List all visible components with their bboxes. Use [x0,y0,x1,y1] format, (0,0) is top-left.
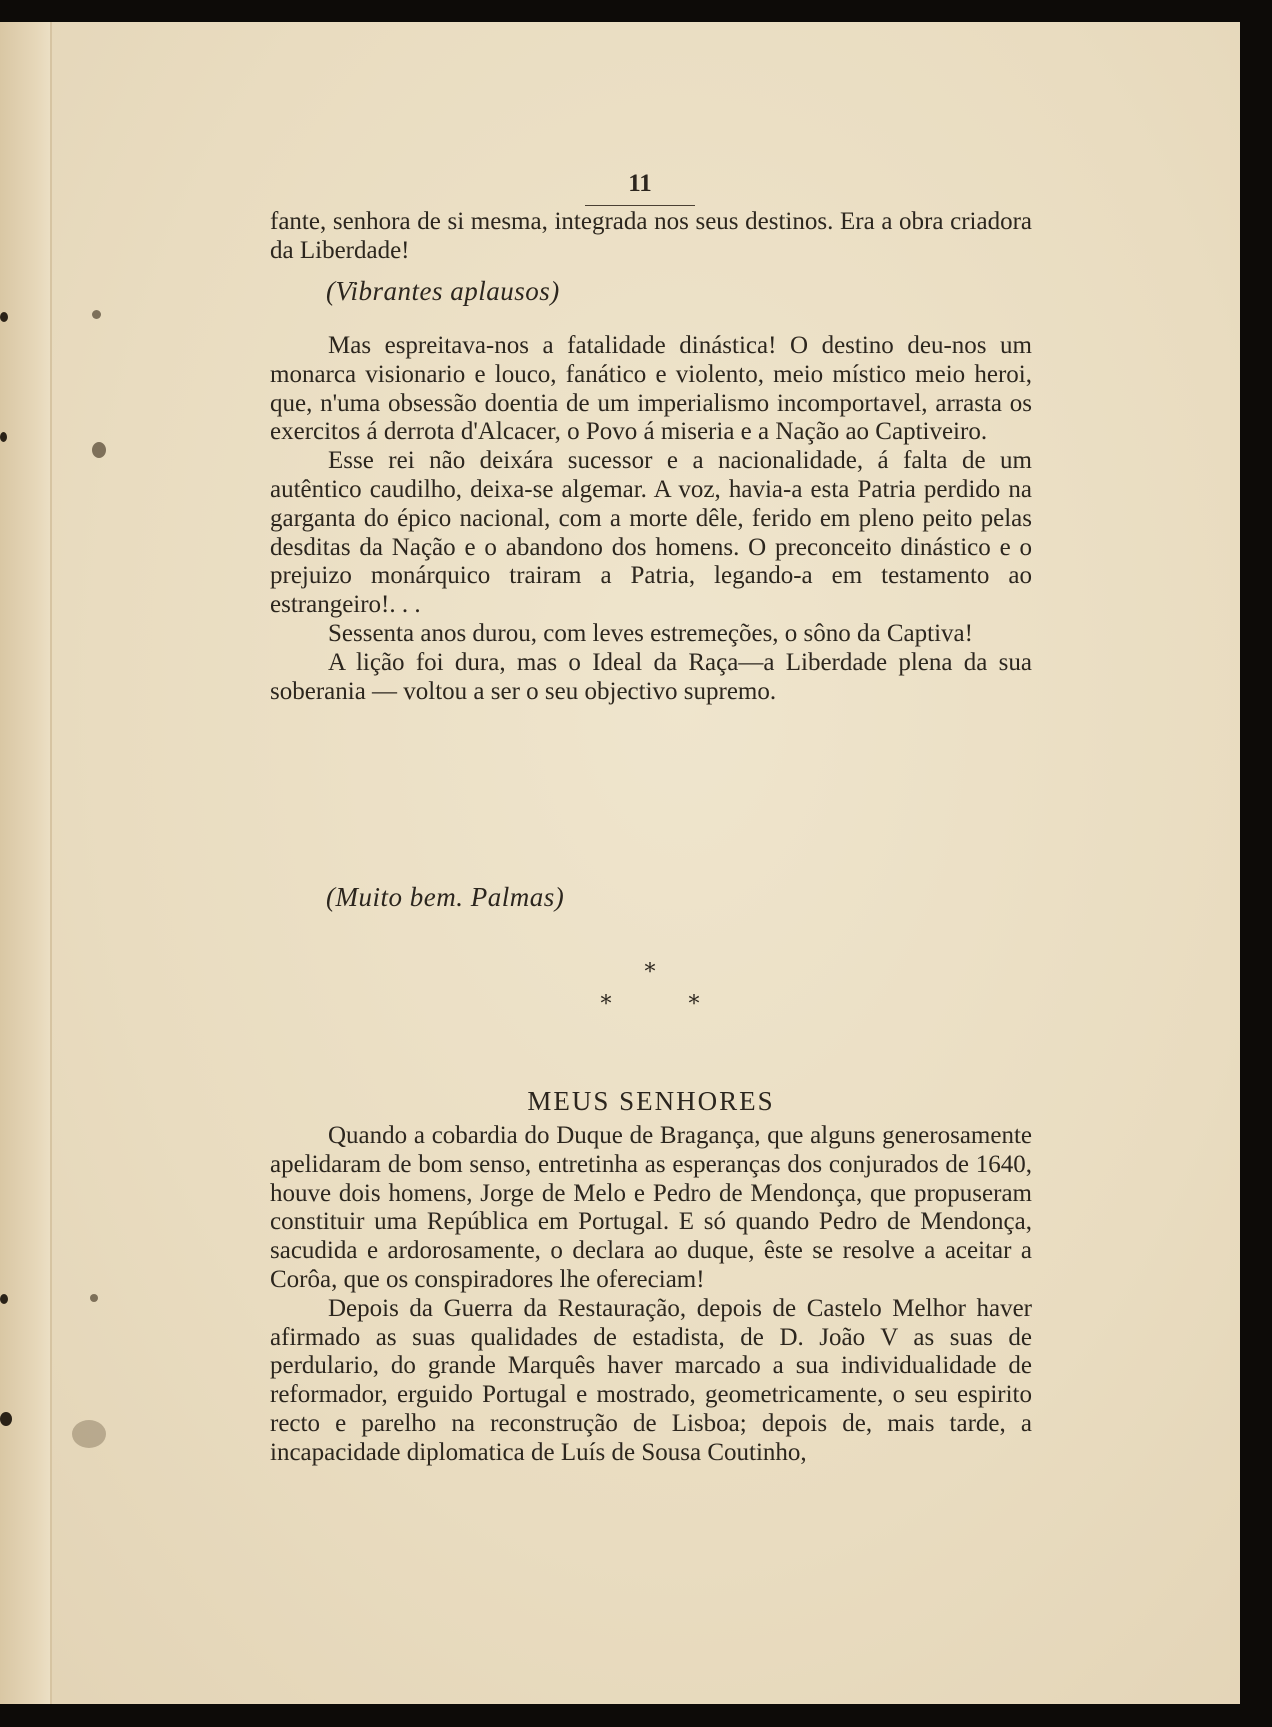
page-number: 11 [628,170,652,197]
binding-hole [0,312,8,322]
separator-asterisk: * [688,992,700,1017]
paragraph: Sessenta anos durou, com leves estremeções, o sôno da Captiva! [328,619,973,647]
separator-asterisk: * [600,992,612,1017]
applause-note: (Muito bem. Palmas) [326,882,565,912]
show-through-mark [72,1420,106,1448]
body-text-section-one [270,332,1032,706]
body-text-section-two [270,1122,1032,1468]
section-heading: MEUS SENHORES [527,1086,775,1116]
binding-edge [50,22,52,1704]
opening-text [270,208,1032,266]
show-through-mark [92,442,106,458]
binding-hole [0,1412,12,1426]
paper-sheet [0,22,1240,1704]
page-number-rule [585,205,695,206]
separator-asterisk: * [644,960,656,985]
paragraph: Esse rei não deixára sucessor e a nacionalidade, á falta de um autêntico caudilho, deixa-se algemar. A voz, havia-a esta Patria perdido na garganta do épico nacional, com a morte dêle, ferido em pleno peito pelas desditas da Nação e o abandono dos homens. O preconceito dinástico e o prejuizo monárquico trairam a Patria, legando-a em testamento ao estrangeiro!. . . [270,447,1032,619]
paragraph: Mas espreitava-nos a fatalidade dinástica! O destino deu-nos um monarca visionario e louco, fanático e violento, meio místico meio heroi, que, n'uma obsessão doentia de um imperialismo incomportavel, arrasta os exercitos á derrota d'Alcacer, o Povo á miseria e a Nação ao Captiveiro. [270,332,1032,446]
paragraph: Depois da Guerra da Restauração, depois de Castelo Melhor haver afirmado as suas qualidades de estadista, de D. João V as suas de perdulario, do grande Marquês haver marcado a sua individualidade de reformador, erguido Portugal e mostrado, geometricamente, o seu espirito recto e parelho na reconstrução de Lisboa; depois de, mais tarde, a incapacidade diplomatica de Luís de Sousa Coutinho, [270,1294,1032,1466]
binding-margin [0,22,52,1704]
show-through-mark [92,310,101,319]
paragraph: A lição foi dura, mas o Ideal da Raça—a Liberdade plena da sua soberania — voltou a ser o seu objectivo supremo. [270,648,1032,705]
show-through-mark [90,1294,98,1302]
opening-paragraph: fante, senhora de si mesma, integrada nos seus destinos. Era a obra criadora da Liberdade! [270,208,1032,264]
applause-note: (Vibrantes aplausos) [326,276,560,306]
binding-hole [0,1294,8,1304]
paragraph: Quando a cobardia do Duque de Bragança, que alguns generosamente apelidaram de bom senso, entretinha as esperanças dos conjurados de 1640, houve dois homens, Jorge de Melo e Pedro de Mendonça, que propuseram constituir uma República em Portugal. E só quando Pedro de Mendonça, sacudida e ardorosamente, o declara ao duque, êste se resolve a aceitar a Corôa, que os conspiradores lhe ofereciam! [270,1122,1032,1293]
binding-hole [0,432,7,442]
